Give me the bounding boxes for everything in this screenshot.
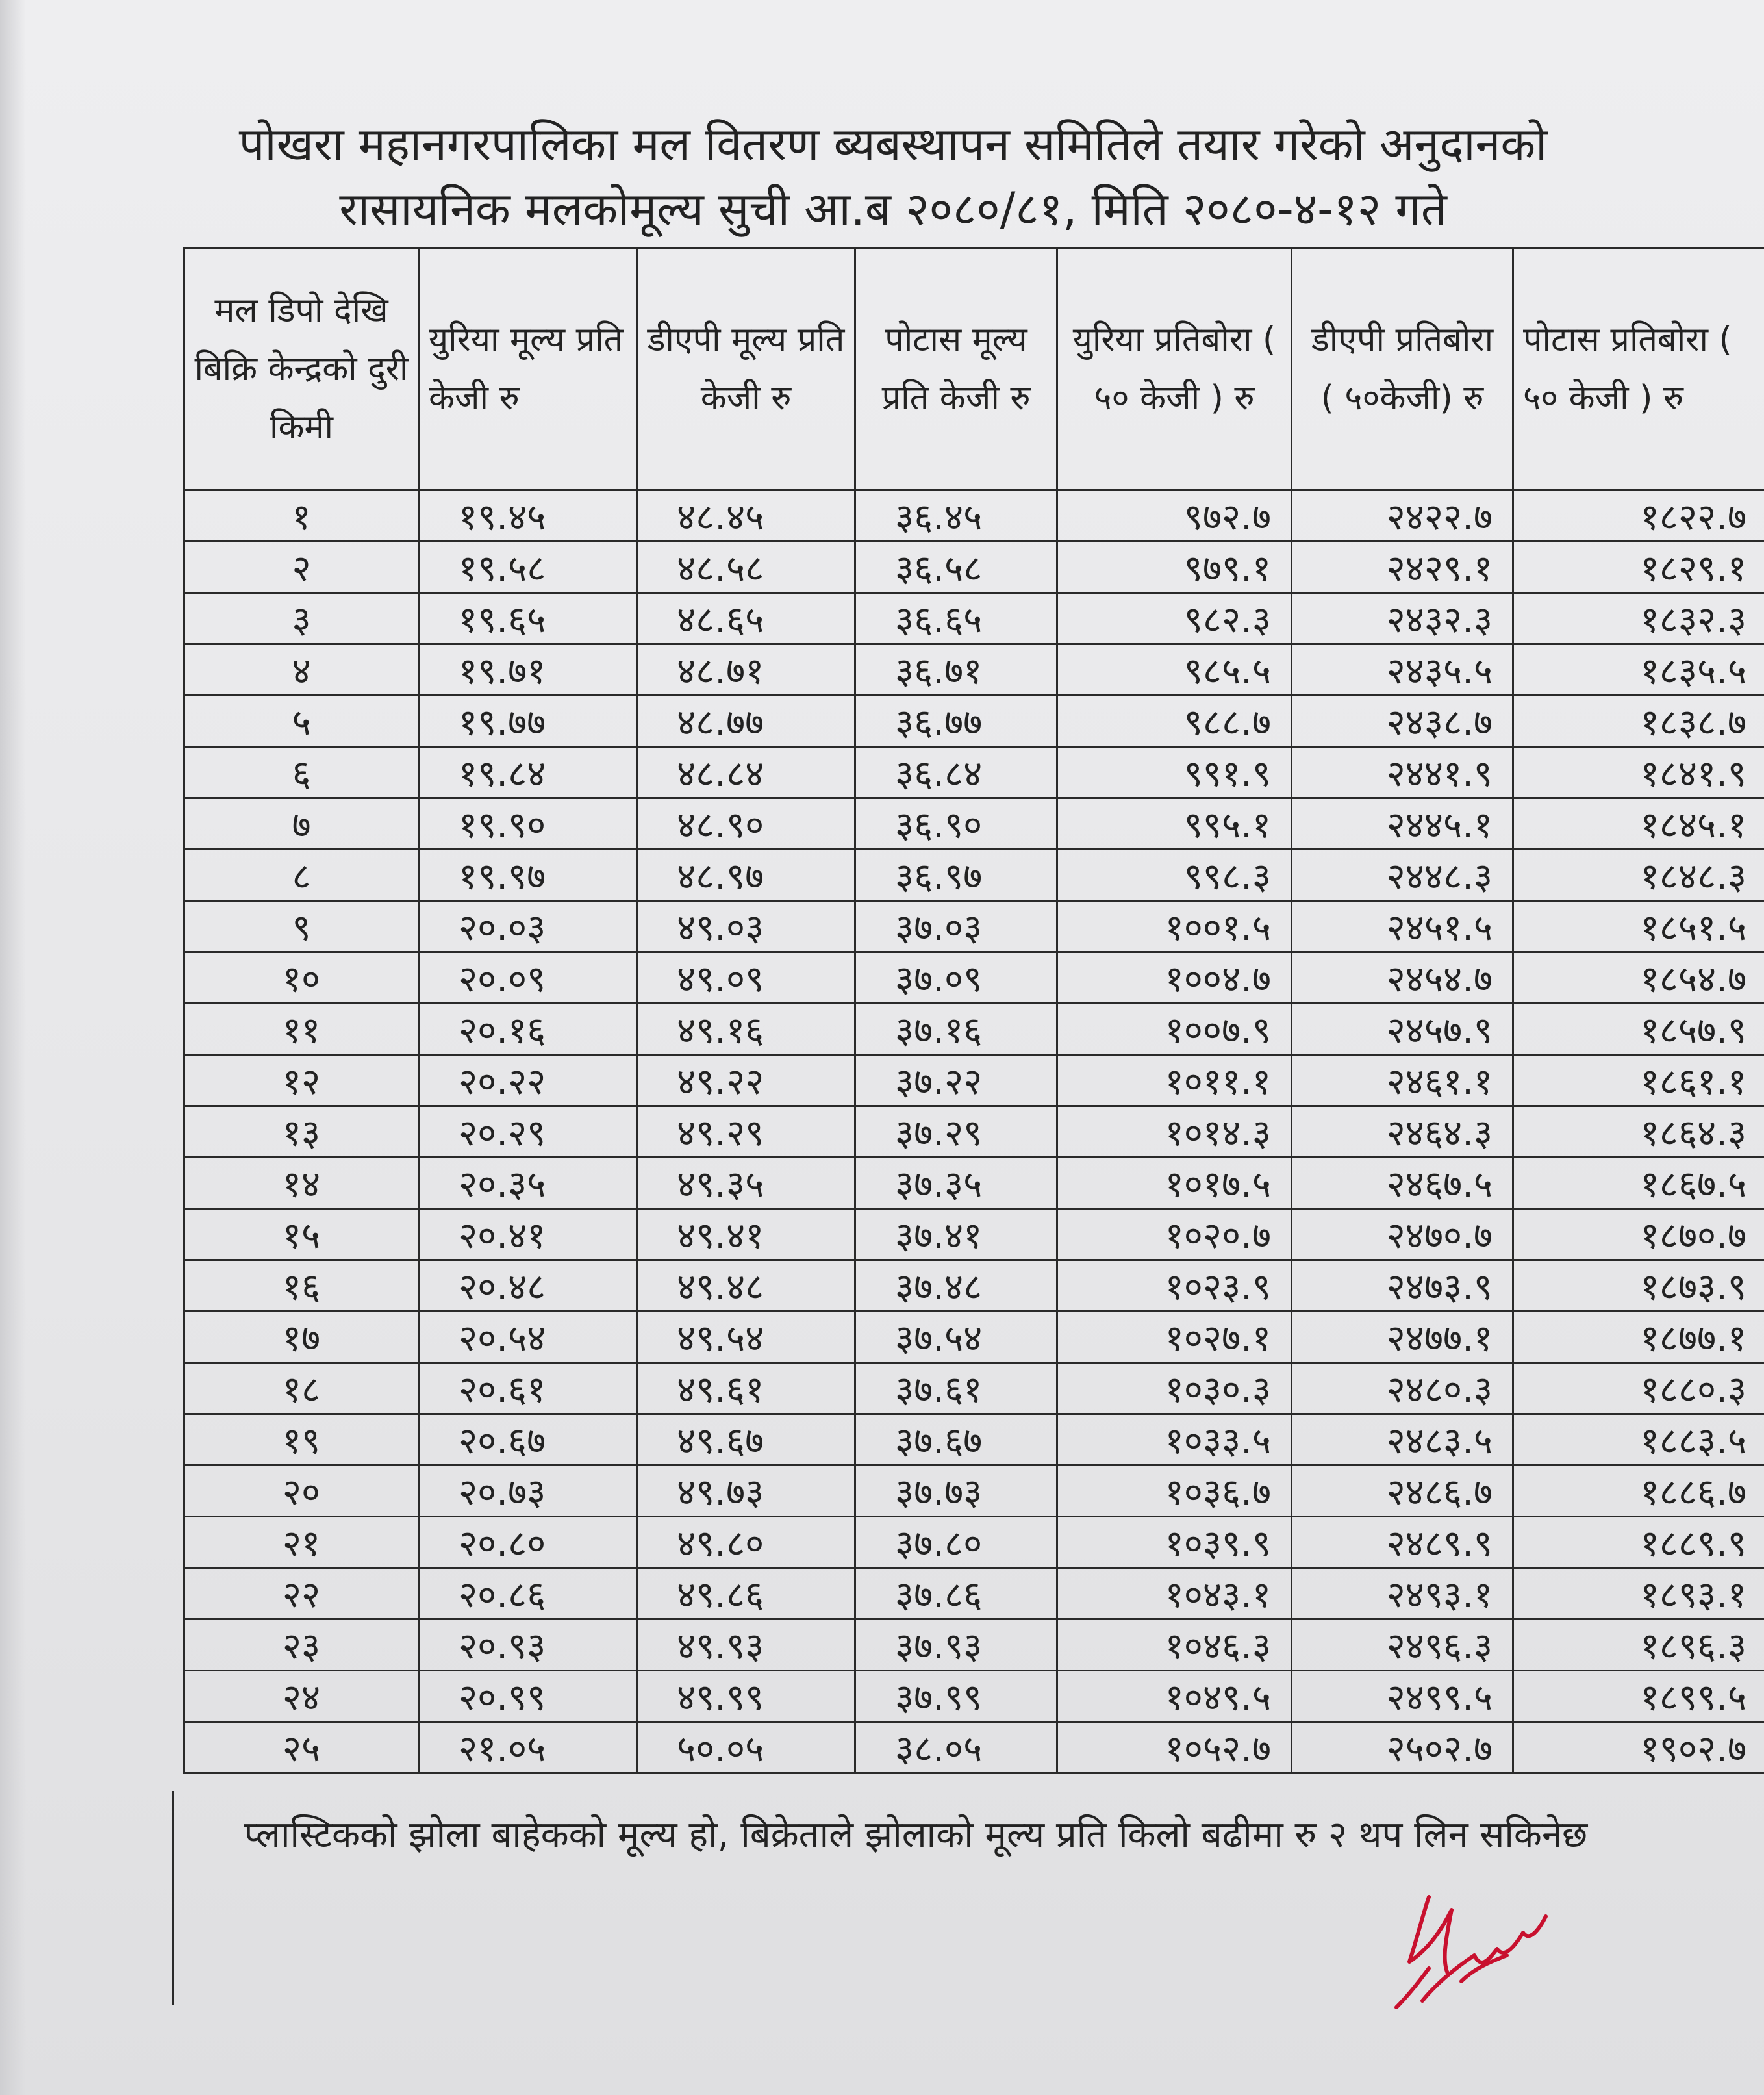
cell-distance-km: ६ (184, 747, 419, 798)
cell-dap-per-kg: ४९.५४ (637, 1312, 855, 1363)
cell-urea-per-bag: १०१४.३ (1057, 1106, 1292, 1158)
cell-urea-per-kg: २०.३५ (419, 1158, 637, 1209)
cell-urea-per-kg: २०.१६ (419, 1004, 637, 1055)
cell-distance-km: ५ (184, 696, 419, 747)
cell-dap-per-bag: २४९९.५ (1292, 1671, 1513, 1722)
cell-dap-per-bag: २४७७.१ (1292, 1312, 1513, 1363)
cell-urea-per-bag: १०५२.७ (1057, 1722, 1292, 1773)
cell-distance-km: १ (184, 490, 419, 542)
cell-dap-per-bag: २४३२.३ (1292, 593, 1513, 644)
cell-urea-per-bag: १०३९.९ (1057, 1517, 1292, 1568)
cell-distance-km: २३ (184, 1619, 419, 1671)
cell-dap-per-kg: ४८.८४ (637, 747, 855, 798)
cell-dap-per-bag: २४४१.९ (1292, 747, 1513, 798)
table-row (184, 1055, 1764, 1106)
cell-urea-per-bag: १०११.१ (1057, 1055, 1292, 1106)
cell-dap-per-kg: ४८.९७ (637, 850, 855, 901)
cell-dap-per-kg: ४८.७७ (637, 696, 855, 747)
table-row (184, 1363, 1764, 1414)
cell-potash-per-bag: १८३५.५ (1513, 644, 1764, 696)
cell-dap-per-kg: ४९.४८ (637, 1260, 855, 1312)
cell-potash-per-bag: १८८३.५ (1513, 1414, 1764, 1466)
table-row (184, 696, 1764, 747)
cell-dap-per-kg: ४९.९९ (637, 1671, 855, 1722)
cell-potash-per-kg: ३६.४५ (855, 490, 1057, 542)
cell-distance-km: १२ (184, 1055, 419, 1106)
table-row (184, 1568, 1764, 1619)
cell-distance-km: २४ (184, 1671, 419, 1722)
cell-urea-per-bag: ९८८.७ (1057, 696, 1292, 747)
cell-urea-per-kg: २०.८६ (419, 1568, 637, 1619)
cell-potash-per-kg: ३७.८६ (855, 1568, 1057, 1619)
cell-potash-per-bag: १८७३.९ (1513, 1260, 1764, 1312)
cell-urea-per-bag: १००४.७ (1057, 952, 1292, 1004)
cell-urea-per-kg: १९.७१ (419, 644, 637, 696)
table-row (184, 1312, 1764, 1363)
cell-distance-km: ३ (184, 593, 419, 644)
cell-dap-per-kg: ४९.९३ (637, 1619, 855, 1671)
cell-dap-per-kg: ४८.६५ (637, 593, 855, 644)
cell-potash-per-bag: १८४८.३ (1513, 850, 1764, 901)
cell-urea-per-kg: २०.८० (419, 1517, 637, 1568)
cell-potash-per-kg: ३७.१६ (855, 1004, 1057, 1055)
cell-distance-km: ४ (184, 644, 419, 696)
fertilizer-price-table (183, 247, 1764, 1774)
cell-urea-per-kg: १९.९७ (419, 850, 637, 901)
cell-dap-per-kg: ४९.०३ (637, 901, 855, 952)
cell-potash-per-kg: ३६.८४ (855, 747, 1057, 798)
cell-urea-per-kg: २०.७३ (419, 1466, 637, 1517)
cell-urea-per-bag: १०४९.५ (1057, 1671, 1292, 1722)
cell-dap-per-kg: ४८.९० (637, 798, 855, 850)
cell-urea-per-kg: १९.९० (419, 798, 637, 850)
header-dap-per-bag: डीएपी प्रतिबोरा ( ५०केजी) रु (1292, 248, 1513, 490)
cell-potash-per-kg: ३७.०३ (855, 901, 1057, 952)
cell-potash-per-bag: १८५७.९ (1513, 1004, 1764, 1055)
cell-urea-per-bag: ९९५.१ (1057, 798, 1292, 850)
cell-dap-per-bag: २४८०.३ (1292, 1363, 1513, 1414)
cell-potash-per-bag: १८७०.७ (1513, 1209, 1764, 1260)
table-row (184, 593, 1764, 644)
table-row (184, 1209, 1764, 1260)
cell-potash-per-bag: १८८९.९ (1513, 1517, 1764, 1568)
cell-dap-per-kg: ५०.०५ (637, 1722, 855, 1773)
cell-potash-per-bag: १८७७.१ (1513, 1312, 1764, 1363)
cell-urea-per-bag: १०२३.९ (1057, 1260, 1292, 1312)
cell-potash-per-bag: १८५१.५ (1513, 901, 1764, 952)
header-urea-per-kg: युरिया मूल्य प्रति केजी रु (419, 248, 637, 490)
cell-distance-km: ८ (184, 850, 419, 901)
cell-distance-km: १७ (184, 1312, 419, 1363)
document-title-line-2: रासायनिक मलकोमूल्य सुची आ.ब २०८०/८१, मिति २०८०-४-१२ गते (339, 183, 1447, 236)
cell-distance-km: २२ (184, 1568, 419, 1619)
table-row (184, 644, 1764, 696)
footnote: प्लास्टिकको झोला बाहेकको मूल्य हो, बिक्रेताले झोलाको मूल्य प्रति किलो बढीमा रु २ थप लिन सकिनेछ (244, 1814, 1588, 1856)
cell-potash-per-bag: १८२९.१ (1513, 542, 1764, 593)
cell-dap-per-bag: २४८३.५ (1292, 1414, 1513, 1466)
cell-urea-per-bag: १०३६.७ (1057, 1466, 1292, 1517)
cell-potash-per-kg: ३७.४१ (855, 1209, 1057, 1260)
cell-distance-km: १५ (184, 1209, 419, 1260)
cell-potash-per-bag: १८९३.१ (1513, 1568, 1764, 1619)
cell-distance-km: २० (184, 1466, 419, 1517)
cell-urea-per-kg: २०.४८ (419, 1260, 637, 1312)
cell-dap-per-kg: ४९.३५ (637, 1158, 855, 1209)
cell-potash-per-bag: १८४१.९ (1513, 747, 1764, 798)
cell-urea-per-kg: २०.९९ (419, 1671, 637, 1722)
cell-potash-per-bag: १८९६.३ (1513, 1619, 1764, 1671)
cell-urea-per-kg: २०.४१ (419, 1209, 637, 1260)
cell-dap-per-kg: ४९.१६ (637, 1004, 855, 1055)
table-body (184, 490, 1764, 1773)
cell-urea-per-kg: २०.०३ (419, 901, 637, 952)
table-row (184, 952, 1764, 1004)
cell-potash-per-bag: १८२२.७ (1513, 490, 1764, 542)
cell-urea-per-kg: १९.७७ (419, 696, 637, 747)
cell-distance-km: २५ (184, 1722, 419, 1773)
cell-potash-per-kg: ३७.४८ (855, 1260, 1057, 1312)
cell-urea-per-kg: १९.५८ (419, 542, 637, 593)
cell-potash-per-bag: १८६१.१ (1513, 1055, 1764, 1106)
cell-dap-per-bag: २४९६.३ (1292, 1619, 1513, 1671)
cell-potash-per-kg: ३७.२२ (855, 1055, 1057, 1106)
cell-dap-per-bag: २४७३.९ (1292, 1260, 1513, 1312)
cell-potash-per-bag: १८३८.७ (1513, 696, 1764, 747)
cell-urea-per-bag: ९७२.७ (1057, 490, 1292, 542)
cell-dap-per-kg: ४९.४१ (637, 1209, 855, 1260)
cell-potash-per-kg: ३६.६५ (855, 593, 1057, 644)
table-row (184, 1466, 1764, 1517)
cell-dap-per-kg: ४८.७१ (637, 644, 855, 696)
cell-dap-per-bag: २४५१.५ (1292, 901, 1513, 952)
cell-dap-per-bag: २४२९.१ (1292, 542, 1513, 593)
cell-urea-per-kg: २१.०५ (419, 1722, 637, 1773)
cell-dap-per-bag: २४५७.९ (1292, 1004, 1513, 1055)
cell-dap-per-bag: २४७०.७ (1292, 1209, 1513, 1260)
table-row (184, 850, 1764, 901)
cell-dap-per-bag: २४४५.१ (1292, 798, 1513, 850)
cell-distance-km: २ (184, 542, 419, 593)
cell-potash-per-kg: ३६.७७ (855, 696, 1057, 747)
cell-potash-per-kg: ३७.०९ (855, 952, 1057, 1004)
table-row (184, 1260, 1764, 1312)
table-row (184, 1619, 1764, 1671)
table-row (184, 1004, 1764, 1055)
header-potash-per-kg: पोटास मूल्य प्रति केजी रु (855, 248, 1057, 490)
table-row (184, 1158, 1764, 1209)
cell-dap-per-kg: ४९.८० (637, 1517, 855, 1568)
cell-potash-per-kg: ३८.०५ (855, 1722, 1057, 1773)
cell-potash-per-kg: ३७.३५ (855, 1158, 1057, 1209)
cell-urea-per-kg: २०.६७ (419, 1414, 637, 1466)
header-urea-per-bag: युरिया प्रतिबोरा ( ५० केजी ) रु (1057, 248, 1292, 490)
cell-dap-per-kg: ४८.५८ (637, 542, 855, 593)
cell-potash-per-bag: १९०२.७ (1513, 1722, 1764, 1773)
cell-urea-per-kg: २०.६१ (419, 1363, 637, 1414)
cell-urea-per-bag: १०४६.३ (1057, 1619, 1292, 1671)
cell-urea-per-kg: २०.२२ (419, 1055, 637, 1106)
header-dap-per-kg: डीएपी मूल्य प्रति केजी रु (637, 248, 855, 490)
table-row (184, 1106, 1764, 1158)
cell-urea-per-bag: ९८२.३ (1057, 593, 1292, 644)
table-row (184, 542, 1764, 593)
cell-distance-km: १३ (184, 1106, 419, 1158)
header-potash-per-bag: पोटास प्रतिबोरा ( ५० केजी ) रु (1513, 248, 1764, 490)
cell-urea-per-bag: १०३३.५ (1057, 1414, 1292, 1466)
cell-potash-per-kg: ३६.९० (855, 798, 1057, 850)
table-row (184, 1414, 1764, 1466)
cell-potash-per-bag: १८६४.३ (1513, 1106, 1764, 1158)
cell-distance-km: १८ (184, 1363, 419, 1414)
cell-urea-per-bag: १०३०.३ (1057, 1363, 1292, 1414)
cell-dap-per-kg: ४९.२२ (637, 1055, 855, 1106)
cell-potash-per-kg: ३६.९७ (855, 850, 1057, 901)
cell-potash-per-bag: १८८०.३ (1513, 1363, 1764, 1414)
cell-urea-per-kg: २०.९३ (419, 1619, 637, 1671)
cell-distance-km: १९ (184, 1414, 419, 1466)
cell-potash-per-bag: १८४५.१ (1513, 798, 1764, 850)
cell-dap-per-kg: ४९.८६ (637, 1568, 855, 1619)
cell-urea-per-bag: १०१७.५ (1057, 1158, 1292, 1209)
cell-potash-per-bag: १८९९.५ (1513, 1671, 1764, 1722)
cell-dap-per-bag: २४३५.५ (1292, 644, 1513, 696)
cell-potash-per-bag: १८३२.३ (1513, 593, 1764, 644)
cell-dap-per-bag: २४२२.७ (1292, 490, 1513, 542)
cell-distance-km: २१ (184, 1517, 419, 1568)
cell-potash-per-kg: ३७.६७ (855, 1414, 1057, 1466)
cell-urea-per-kg: १९.६५ (419, 593, 637, 644)
cell-distance-km: १६ (184, 1260, 419, 1312)
table-row (184, 901, 1764, 952)
document-title-line-1: पोखरा महानगरपालिका मल वितरण ब्यबस्थापन समितिले तयार गरेको अनुदानको (238, 118, 1548, 171)
header-distance: मल डिपो देखि बिक्रि केन्द्रको दुरी किमी (184, 248, 419, 490)
cell-potash-per-kg: ३६.७१ (855, 644, 1057, 696)
header-row (184, 248, 1764, 490)
cell-potash-per-kg: ३७.९३ (855, 1619, 1057, 1671)
cell-dap-per-bag: २४६१.१ (1292, 1055, 1513, 1106)
table-row (184, 747, 1764, 798)
table-row (184, 798, 1764, 850)
cell-potash-per-kg: ३७.८० (855, 1517, 1057, 1568)
cell-dap-per-kg: ४९.६७ (637, 1414, 855, 1466)
cell-urea-per-bag: ९९८.३ (1057, 850, 1292, 901)
table-header (184, 248, 1764, 490)
cell-potash-per-kg: ३७.७३ (855, 1466, 1057, 1517)
cell-potash-per-kg: ३७.५४ (855, 1312, 1057, 1363)
cell-potash-per-kg: ३६.५८ (855, 542, 1057, 593)
cell-potash-per-bag: १८५४.७ (1513, 952, 1764, 1004)
cell-distance-km: ९ (184, 901, 419, 952)
cell-dap-per-bag: २४९३.१ (1292, 1568, 1513, 1619)
cell-urea-per-kg: २०.०९ (419, 952, 637, 1004)
cell-urea-per-bag: ९९१.९ (1057, 747, 1292, 798)
cell-dap-per-bag: २४५४.७ (1292, 952, 1513, 1004)
cell-distance-km: ११ (184, 1004, 419, 1055)
signature (1383, 1871, 1552, 2014)
cell-dap-per-kg: ४९.६१ (637, 1363, 855, 1414)
cell-urea-per-kg: १९.८४ (419, 747, 637, 798)
cell-urea-per-bag: ९७९.१ (1057, 542, 1292, 593)
cell-urea-per-bag: १००७.९ (1057, 1004, 1292, 1055)
cell-urea-per-bag: १०२०.७ (1057, 1209, 1292, 1260)
cell-distance-km: ७ (184, 798, 419, 850)
cell-dap-per-bag: २४८९.९ (1292, 1517, 1513, 1568)
cell-dap-per-bag: २४८६.७ (1292, 1466, 1513, 1517)
cell-dap-per-bag: २४६४.३ (1292, 1106, 1513, 1158)
cell-urea-per-kg: २०.५४ (419, 1312, 637, 1363)
cell-urea-per-kg: २०.२९ (419, 1106, 637, 1158)
cell-potash-per-bag: १८८६.७ (1513, 1466, 1764, 1517)
cell-dap-per-bag: २४६७.५ (1292, 1158, 1513, 1209)
cell-potash-per-bag: १८६७.५ (1513, 1158, 1764, 1209)
cell-dap-per-kg: ४९.२९ (637, 1106, 855, 1158)
cell-dap-per-bag: २४३८.७ (1292, 696, 1513, 747)
table-row (184, 1722, 1764, 1773)
cell-distance-km: १४ (184, 1158, 419, 1209)
cell-dap-per-kg: ४९.७३ (637, 1466, 855, 1517)
page-edge-shadow (0, 0, 26, 2095)
cell-potash-per-kg: ३७.६१ (855, 1363, 1057, 1414)
cell-urea-per-kg: १९.४५ (419, 490, 637, 542)
cell-urea-per-bag: ९८५.५ (1057, 644, 1292, 696)
table-row (184, 490, 1764, 542)
cell-dap-per-bag: २५०२.७ (1292, 1722, 1513, 1773)
cell-dap-per-kg: ४८.४५ (637, 490, 855, 542)
cell-potash-per-kg: ३७.२९ (855, 1106, 1057, 1158)
cell-dap-per-bag: २४४८.३ (1292, 850, 1513, 901)
cell-distance-km: १० (184, 952, 419, 1004)
cell-potash-per-kg: ३७.९९ (855, 1671, 1057, 1722)
cell-dap-per-kg: ४९.०९ (637, 952, 855, 1004)
table-row (184, 1517, 1764, 1568)
cell-urea-per-bag: १००१.५ (1057, 901, 1292, 952)
cell-urea-per-bag: १०२७.१ (1057, 1312, 1292, 1363)
cell-urea-per-bag: १०४३.१ (1057, 1568, 1292, 1619)
table-row (184, 1671, 1764, 1722)
